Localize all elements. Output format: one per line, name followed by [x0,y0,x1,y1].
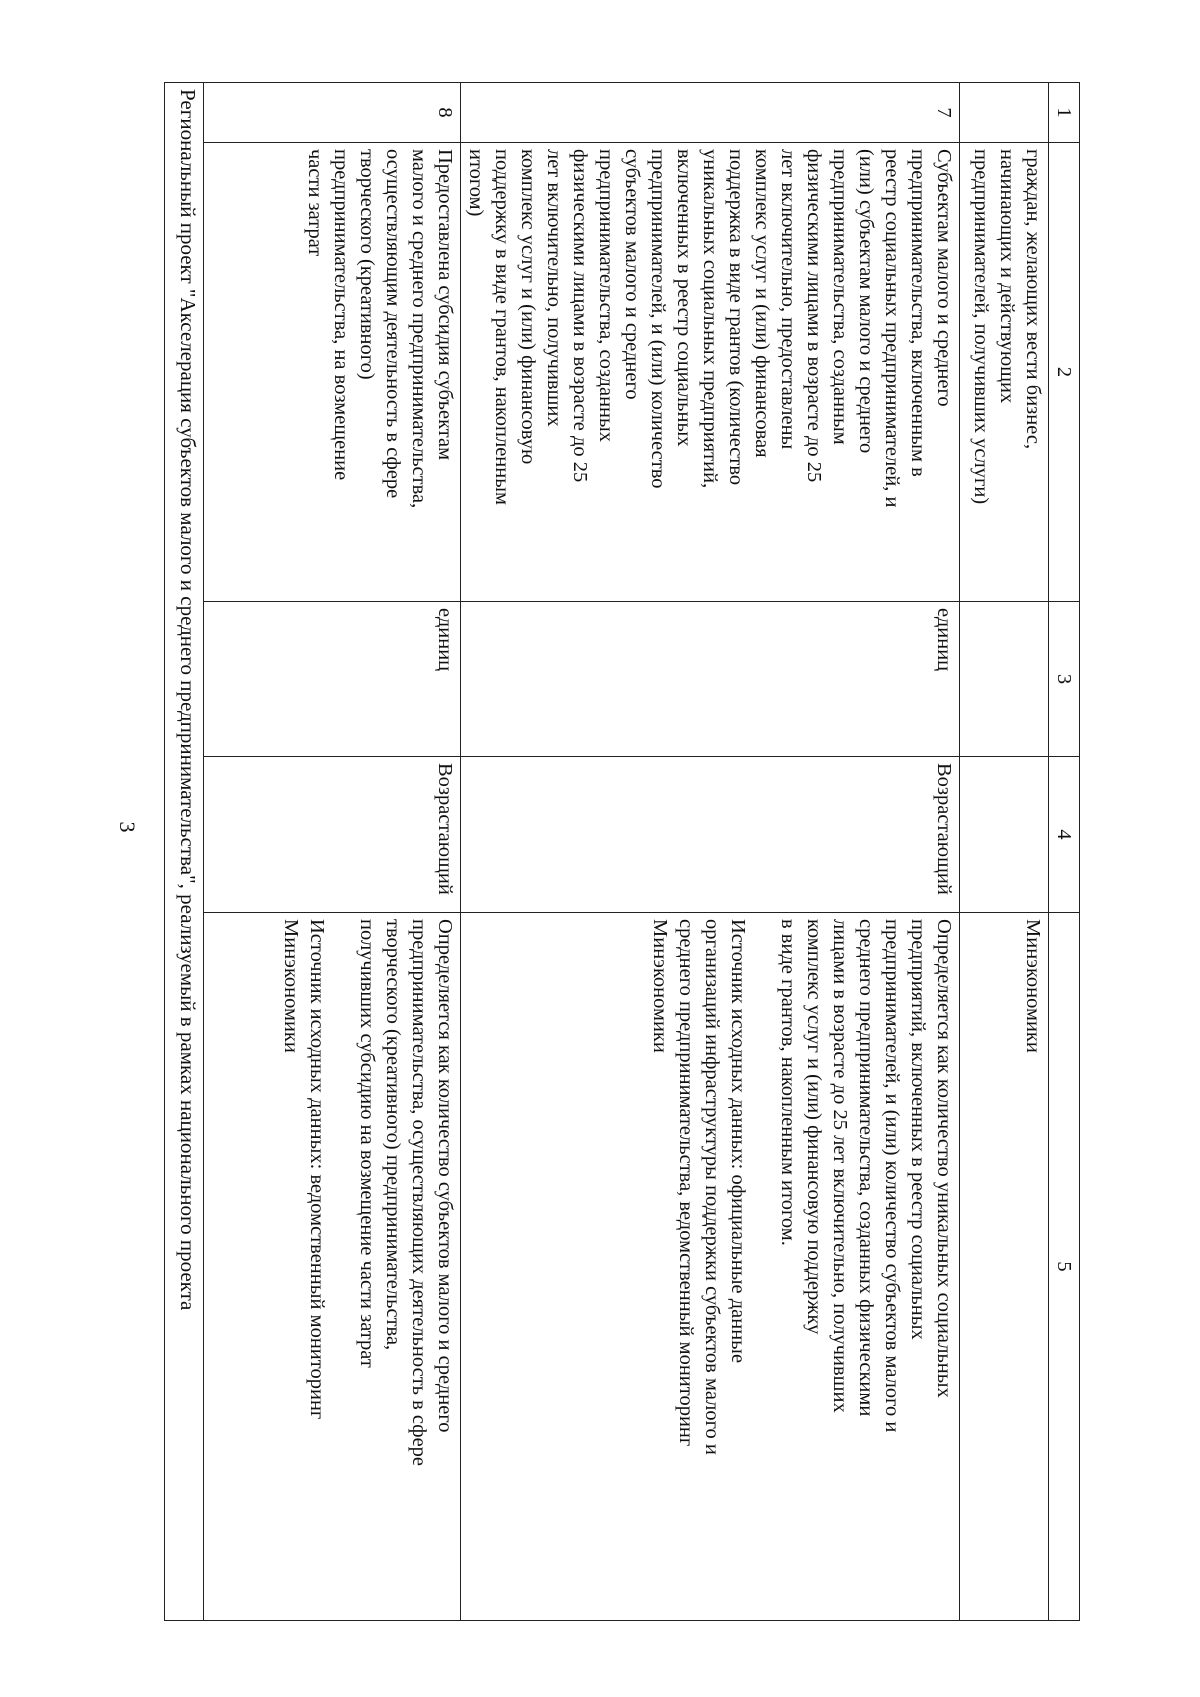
table-row [204,83,461,1621]
method-text: Определяется как количество уникальных социальных предприятий, включенных в реестр социальных предпринимателей, и (или) количество субъектов малого и среднего предпринимательства, созданных физическими лицами в возрасте до 25 лет включительно, получивших комплекс услуг и (или) финансовую поддержку в виде грантов, накопленным итогом. [777,919,955,1433]
indicator-name: Предоставлена субсидия субъектам малого и среднего предпринимательства, осуществляющим деятельность в сфере творческого (креативного) предпринимательства, на возмещение части затрат [204,143,461,602]
method-text: Минэкономики [1022,919,1044,1053]
method-text: Определяется как количество субъектов малого и среднего предпринимательства, осуществляющих деятельность в сфере творческого (креативного) предпринимательства, получивших субсидию на возмещение части затрат [356,919,456,1467]
section-title: Региональный проект "Акселерация субъектов малого и среднего предпринимательства", реализуемый в рамках национального проекта [165,83,204,1621]
landscape-page [170,82,1080,1620]
trend-cell: Возрастающий [204,757,461,913]
trend-cell [960,757,1049,913]
row-number: 7 [461,83,960,143]
header-cell-2: 2 [1049,143,1080,602]
page-number: 3 [115,821,140,833]
indicator-name: граждан, желающих вести бизнес, начинающих и действующих предпринимателей, получивших услуги) [960,143,1049,602]
row-number [960,83,1049,143]
row-number: 8 [204,83,461,143]
table-header-row [1049,83,1080,1621]
source-text: Источник исходных данных: официальные данные организаций инфраструктуры поддержки субъектов малого и среднего предпринимательства, ведомственный мониторинг Минэкономики [649,919,749,1455]
method-cell [461,913,960,1621]
indicators-table [164,82,1080,1621]
header-cell-4: 4 [1049,757,1080,913]
table-row [461,83,960,1621]
header-cell-3: 3 [1049,602,1080,757]
method-cell [204,913,461,1621]
unit-cell: единиц [204,602,461,757]
rotated-page-frame [170,82,1080,1620]
header-cell-5: 5 [1049,913,1080,1621]
indicator-name: Субъектам малого и среднего предпринимательства, включенным в реестр социальных предпринимателей, и (или) субъектам малого и среднего предпринимательства, созданным физическими лицами в возрасте до 25 лет включительно, предоставлены комплекс услуг и (или) финансовая поддержка в виде грантов (количество уникальных социальных предприятий, включенных в реестр социальных предпринимателей, и (или) количество субъектов малого и среднего предпринимательства, созданных физическими лицами в возрасте до 25 лет включительно, получивших комплекс услуг и (или) финансовую поддержку в виде грантов, накопленным итогом) [461,143,960,602]
unit-cell: единиц [461,602,960,757]
section-row [165,83,204,1621]
header-cell-1: 1 [1049,83,1080,143]
unit-cell [960,602,1049,757]
trend-cell: Возрастающий [461,757,960,913]
source-text: Источник исходных данных: ведомственный мониторинг Минэкономики [280,919,328,1420]
method-cell [960,913,1049,1621]
table-row [960,83,1049,1621]
